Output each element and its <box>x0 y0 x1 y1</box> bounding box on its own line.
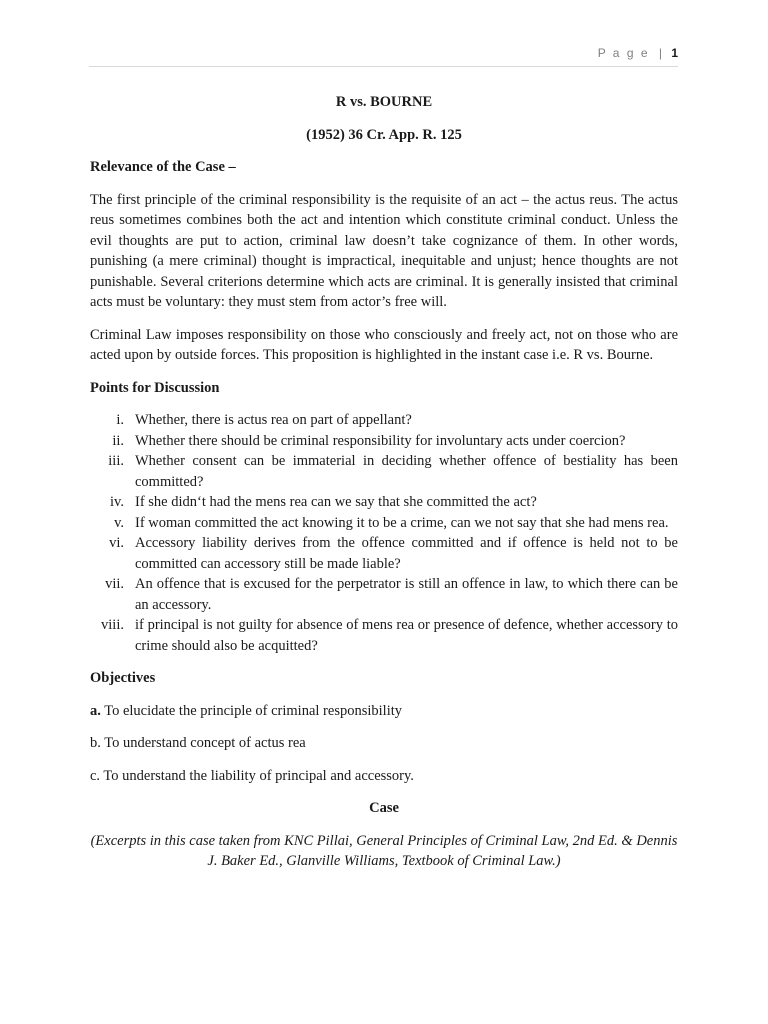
page-header <box>598 46 678 60</box>
list-item-number: viii. <box>101 617 124 633</box>
list-item <box>90 492 678 513</box>
objective-item <box>90 701 678 722</box>
list-item <box>90 574 678 615</box>
list-item-text: Whether, there is actus rea on part of appellant? <box>135 412 412 428</box>
list-item-text: if principal is not guilty for absence of mens rea or presence of defence, whether accessory to crime should also be acquitted? <box>135 617 678 654</box>
list-item-text: Accessory liability derives from the offence committed and if offence is held not to be committed can accessory still be made liable? <box>135 535 678 572</box>
list-item <box>90 615 678 656</box>
objective-label: b. <box>90 735 101 751</box>
case-citation: (1952) 36 Cr. App. R. 125 <box>306 126 462 143</box>
header-divider <box>89 66 678 67</box>
objective-text: To understand concept of actus rea <box>100 735 306 751</box>
objective-label: c. <box>90 767 101 784</box>
list-item-number: iii. <box>108 453 124 469</box>
list-item-text: Whether there should be criminal responsibility for involuntary acts under coercion? <box>135 432 626 449</box>
list-item <box>90 533 678 574</box>
page-separator: | <box>658 46 664 60</box>
list-item-text: If she didn‘t had the mens rea can we say that she committed the act? <box>135 494 537 510</box>
list-item <box>90 410 678 431</box>
list-item-number: i. <box>116 412 124 428</box>
list-item-number: v. <box>114 514 124 531</box>
points-heading: Points for Discussion <box>90 379 220 396</box>
document-body <box>90 92 678 872</box>
objective-text: To understand the liability of principal and accessory. <box>100 767 414 784</box>
objective-item <box>90 733 678 754</box>
list-item-text: An offence that is excused for the perpetrator is still an offence in law, to which there can be an accessory. <box>135 576 678 613</box>
list-item-number: vii. <box>105 576 124 592</box>
list-item <box>90 431 678 452</box>
relevance-paragraph-1: The first principle of the criminal responsibility is the requisite of an act – the actus reus. The actus reus sometimes combines both the act and intention which constitute criminal conduct. Unless the evil thoughts are put to action, criminal law doesn’t take cognizance of them. In other words, punishing (a mere criminal) thought is impractical, inequitable and unjust; hence thoughts are not punishable. Several criterions determine which acts are criminal. It is generally insisted that criminal acts must be voluntary: they must stem from actor’s free will. <box>90 191 678 310</box>
relevance-heading: Relevance of the Case – <box>90 159 236 175</box>
case-title: R vs. BOURNE <box>335 94 433 110</box>
list-item-number: vi. <box>109 535 124 551</box>
objective-label: a. <box>90 702 101 719</box>
list-item-number: iv. <box>110 494 124 510</box>
list-item-text: If woman committed the act knowing it to be a crime, can we not say that she had mens rea. <box>135 514 669 531</box>
list-item-text: Whether consent can be immaterial in deciding whether offence of bestiality has been committed? <box>135 453 678 490</box>
list-item <box>90 513 678 534</box>
list-item-number: ii. <box>112 432 124 449</box>
objective-text: To elucidate the principle of criminal responsibility <box>100 702 402 719</box>
objectives-heading: Objectives <box>90 670 156 686</box>
points-list <box>90 410 678 656</box>
relevance-paragraph-2: Criminal Law imposes responsibility on those who consciously and freely act, not on those who are acted upon by outside forces. This proposition is highlighted in the instant case i.e. R vs. Bourne. <box>90 326 678 363</box>
case-heading: Case <box>369 800 399 816</box>
list-item <box>90 451 678 492</box>
page-number: 1 <box>671 46 678 60</box>
page-label: P a g e <box>597 46 650 60</box>
excerpt-note: (Excerpts in this case taken from KNC Pillai, General Principles of Criminal Law, 2nd Ed. & Dennis J. Baker Ed., Glanville Williams, Textbook of Criminal Law.) <box>90 832 678 869</box>
objective-item <box>90 766 678 787</box>
